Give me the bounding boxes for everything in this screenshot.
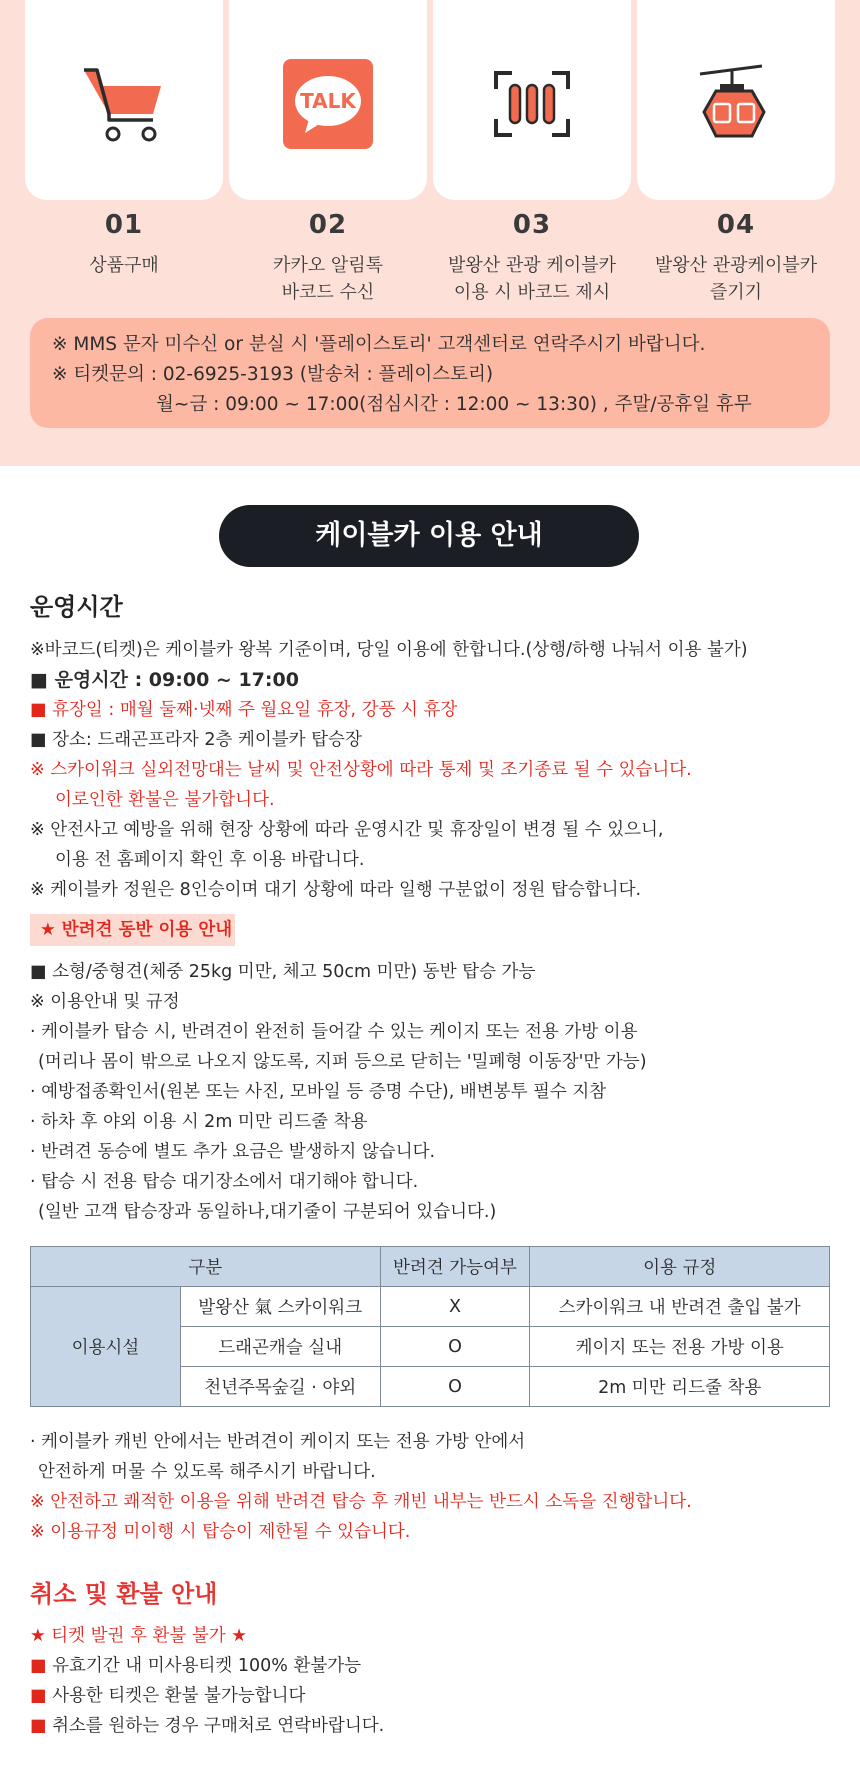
- table-cell-rule: 스카이워크 내 반려견 출입 불가: [530, 1287, 830, 1327]
- table-cell-rule: 케이지 또는 전용 가방 이용: [530, 1327, 830, 1367]
- operating-line-skywalk: ※ 스카이워크 실외전망대는 날씨 및 안전상황에 따라 통제 및 조기종료 될 수 있습니다.: [30, 760, 692, 780]
- step-card-4: [637, 0, 835, 200]
- operating-line-no-refund: 이로인한 환불은 불가합니다.: [55, 790, 275, 810]
- table-header-row: [31, 1247, 830, 1287]
- operating-line-capacity: ※ 케이블카 정원은 8인승이며 대기 상황에 따라 일행 구분없이 정원 탑승합니다.: [30, 880, 642, 900]
- table-cell-place: 발왕산 氣 스카이워크: [180, 1287, 380, 1327]
- step-number-4: 04: [716, 210, 756, 240]
- pet-after-line-disinfect: ※ 안전하고 쾌적한 이용을 위해 반려견 탑승 후 캐빈 내부는 반드시 소독을 진행합니다.: [30, 1492, 692, 1512]
- operating-line-hours: ■ 운영시간 : 09:00 ~ 17:00: [30, 669, 299, 691]
- step-card-2: [229, 0, 427, 200]
- red-bullet: ■: [30, 1656, 47, 1676]
- operating-line-homepage: 이용 전 홈페이지 확인 후 이용 바랍니다.: [55, 850, 365, 870]
- kakao-talk-icon: [283, 59, 373, 149]
- pet-guide-tag: ★ 반려견 동반 이용 안내: [30, 914, 235, 946]
- pet-after-line-1: · 케이블카 캐빈 안에서는 반려견이 케이지 또는 전용 가방 안에서: [30, 1432, 526, 1452]
- step-card-3: [433, 0, 631, 200]
- table-cell-place: 천년주목숲길 · 야외: [180, 1367, 380, 1407]
- pet-line-2: ※ 이용안내 및 규정: [30, 992, 180, 1012]
- step-number-1: 01: [104, 210, 144, 240]
- refund-line-3: ■ 사용한 티켓은 환불 불가능합니다: [30, 1686, 306, 1706]
- operating-line-safety: ※ 안전사고 예방을 위해 현장 상황에 따라 운영시간 및 휴장일이 변경 될 수 있으니,: [30, 820, 664, 840]
- pet-line-6: · 하차 후 야외 이용 시 2m 미만 리드줄 착용: [30, 1112, 368, 1132]
- pet-line-1: ■ 소형/중형견(체중 25kg 미만, 체고 50cm 미만) 동반 탑승 가능: [30, 962, 536, 982]
- pet-line-3: · 케이블카 탑승 시, 반려견이 완전히 들어갈 수 있는 케이지 또는 전용 가방 이용: [30, 1022, 638, 1042]
- table-header-rule: 이용 규정: [530, 1247, 830, 1287]
- pet-rules-table: [30, 1246, 830, 1407]
- kakao-talk-icon-text: TALK: [300, 89, 356, 113]
- table-row: [31, 1287, 830, 1327]
- table-cell-allowed: O: [380, 1367, 530, 1407]
- refund-line-4: ■ 취소를 원하는 경우 구매처로 연락바랍니다.: [30, 1716, 385, 1736]
- table-cell-place: 드래곤캐슬 실내: [180, 1327, 380, 1367]
- operating-line-closed: ■ 휴장일 : 매월 둘째·넷째 주 월요일 휴장, 강풍 시 휴장: [30, 700, 458, 720]
- red-bullet: ■: [30, 1686, 47, 1706]
- operating-line-1: ※바코드(티켓)은 케이블카 왕복 기준이며, 당일 이용에 한합니다.(상행/하행 나눠서 이용 불가): [30, 640, 748, 660]
- pet-line-7: · 반려견 동승에 별도 추가 요금은 발생하지 않습니다.: [30, 1142, 436, 1162]
- guide-title: 케이블카 이용 안내: [219, 505, 639, 567]
- step-number-2: 02: [308, 210, 348, 240]
- cart-icon: [79, 64, 169, 144]
- step-label-1: 상품구매: [89, 255, 159, 276]
- table-cell-allowed: O: [380, 1327, 530, 1367]
- table-header-allowed: 반려견 가능여부: [380, 1247, 530, 1287]
- table-cell-rule: 2m 미만 리드줄 착용: [530, 1367, 830, 1407]
- refund-line-2: ■ 유효기간 내 미사용티켓 100% 환불가능: [30, 1656, 362, 1676]
- notice-line-contact: ※ 티켓문의 : 02-6925-3193 (발송처 : 플레이스토리): [52, 364, 494, 385]
- operating-line-place: ■ 장소: 드래곤프라자 2층 케이블카 탑승장: [30, 730, 362, 750]
- pet-line-9: (일반 고객 탑승장과 동일하나,대기줄이 구분되어 있습니다.): [38, 1202, 497, 1222]
- refund-heading: 취소 및 환불 안내: [30, 1580, 218, 1608]
- table-group-facilities: 이용시설: [31, 1287, 181, 1407]
- table-header-category: 구분: [31, 1247, 381, 1287]
- step-number-3: 03: [512, 210, 552, 240]
- pet-after-line-restrict: ※ 이용규정 미이행 시 탑승이 제한될 수 있습니다.: [30, 1522, 411, 1542]
- steps-section: [0, 0, 860, 466]
- operating-hours-heading: 운영시간: [30, 593, 123, 621]
- refund-line-1: ★ 티켓 발권 후 환불 불가 ★: [30, 1626, 247, 1646]
- pet-line-5: · 예방접종확인서(원본 또는 사진, 모바일 등 증명 수단), 배변봉투 필수 지참: [30, 1082, 607, 1102]
- cable-car-icon: [696, 64, 776, 144]
- pet-after-line-2: 안전하게 머물 수 있도록 해주시기 바랍니다.: [38, 1462, 376, 1482]
- pet-line-4: (머리나 몸이 밖으로 나오지 않도록, 지퍼 등으로 닫히는 '밀폐형 이동장'만 가능): [38, 1052, 647, 1072]
- step-label-3: 발왕산 관광 케이블카 이용 시 바코드 제시: [448, 255, 616, 303]
- red-bullet: ■: [30, 1716, 47, 1736]
- contact-notice-box: [30, 318, 830, 428]
- table-cell-allowed: X: [380, 1287, 530, 1327]
- step-label-4: 발왕산 관광케이블카 즐기기: [654, 255, 818, 303]
- barcode-scan-icon: [492, 69, 572, 139]
- notice-line-hours: 월~금 : 09:00 ~ 17:00(점심시간 : 12:00 ~ 13:30) , 주말/공휴일 휴무: [156, 394, 752, 415]
- step-card-1: [25, 0, 223, 200]
- pet-line-8: · 탑승 시 전용 탑승 대기장소에서 대기해야 합니다.: [30, 1172, 419, 1192]
- notice-line-mms: ※ MMS 문자 미수신 or 분실 시 '플레이스토리' 고객센터로 연락주시기 바랍니다.: [52, 334, 706, 355]
- step-label-2: 카카오 알림톡 바코드 수신: [272, 255, 384, 303]
